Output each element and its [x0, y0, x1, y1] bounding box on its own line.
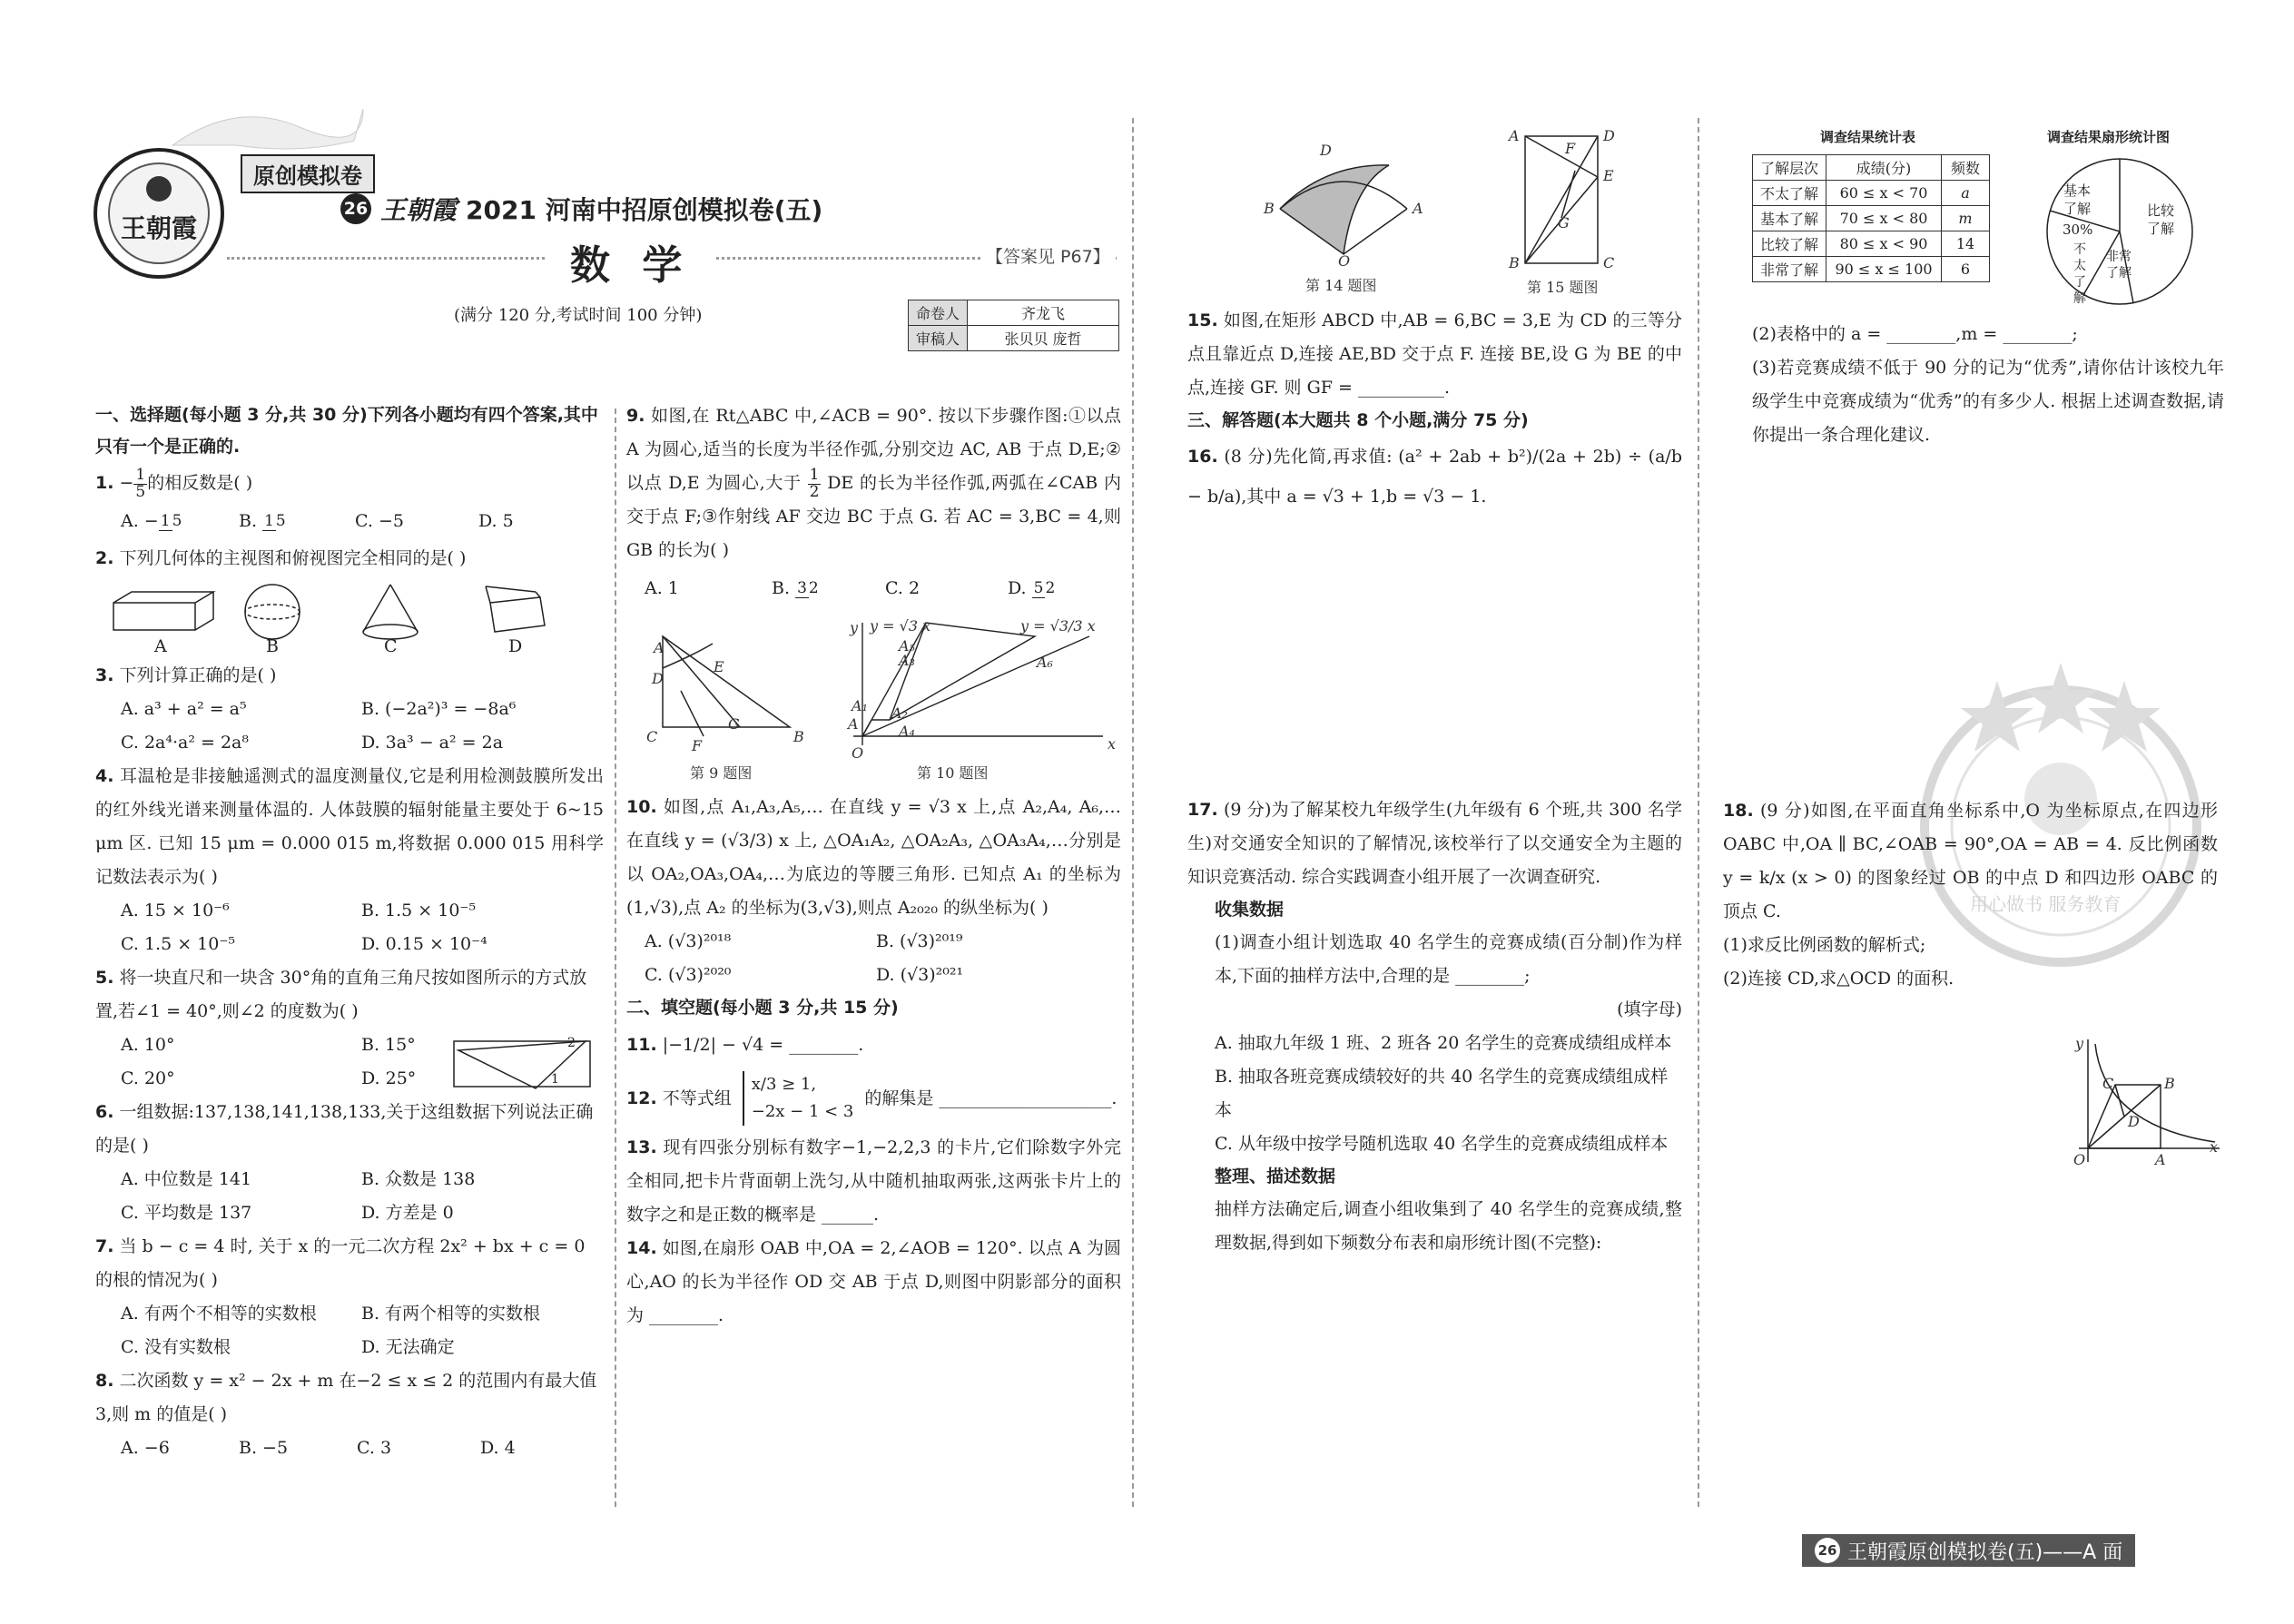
fig10-label-y: y [850, 619, 859, 637]
q12-system [743, 1071, 854, 1126]
fig15-caption: 第 15 题图 [1527, 279, 1599, 296]
q8-option-b[interactable]: B. −5 [239, 1438, 289, 1459]
q9-b-fraction [795, 578, 819, 598]
pie-label-good: 比较了解 [2146, 202, 2174, 237]
fig10-line-1: y = √3 x [870, 617, 931, 635]
q18-part-2: (2)连接 CD,求△OCD 的面积. [1723, 969, 1954, 989]
q5-option-d[interactable]: D. 25° [361, 1068, 417, 1089]
q18-number: 18. [1723, 801, 1754, 821]
q18-text: (9 分)如图,在平面直角坐标系中,O 为坐标原点,在四边形 OABC 中,OA ∥ BC,∠OAB = 90°,OA = AB = 4. 反比例函数 y = k/x (x > 0) 的图象经过 OB 的中点 D 和四边形 OABC 的顶点 C. [1723, 801, 2218, 921]
fig18-label-x: x [2210, 1138, 2219, 1156]
q12-ineq-2: −2x − 1 < 3 [751, 1102, 854, 1122]
q10-text: 如图,点 A₁,A₃,A₅,… 在直线 y = √3 x 上,点 A₂,A₄, A₆,… 在直线 y = (√3/3) x 上, △OA₁A₂, △OA₂A₃, △OA₃A₄,…分别是以 OA₂,OA₃,OA₄,…为底边的等腰三角形. 已知点 A₁ 的坐标为(1,√3),点 A₂ 的坐标为(3,√3),则点 A₂₀₂₀ 的纵坐标为( ) [626, 797, 1122, 919]
question-12 [626, 1071, 1121, 1126]
column-divider-3 [1698, 118, 1699, 1507]
question-15 [1187, 304, 1682, 405]
cell: 基本了解 [1753, 206, 1826, 231]
q8-option-d[interactable]: D. 4 [480, 1438, 516, 1459]
q8-text: 二次函数 y = x² − 2x + m 在−2 ≤ x ≤ 2 的范围内有最大值 3,则 m 的值是( ) [95, 1371, 597, 1425]
q7-options-2 [95, 1331, 604, 1364]
q4-options-2 [95, 928, 604, 961]
q3-text: 下列计算正确的是( ) [119, 665, 277, 686]
column-1 [95, 399, 604, 1465]
question-14 [626, 1232, 1121, 1333]
q7-option-c[interactable]: C. 没有实数根 [121, 1337, 231, 1358]
fig15-label-f: F [1565, 140, 1576, 157]
fig10-line-2: y = √3/3 x [1020, 617, 1096, 635]
q17-part-2-answer: (2)表格中的 a = ________,m = ________; [1752, 324, 2078, 344]
th-level: 了解层次 [1753, 155, 1826, 181]
q8-option-c[interactable]: C. 3 [357, 1438, 392, 1459]
q2-label-c[interactable]: C [384, 636, 398, 657]
q17-option-a[interactable]: A. 抽取九年级 1 班、2 班各 20 名学生的竞赛成绩组成样本 [1215, 1033, 1672, 1053]
q2-number: 2. [95, 548, 114, 569]
q12-ineq-1: x/3 ≥ 1, [751, 1075, 817, 1095]
q9-d-label: D. [1008, 578, 1027, 599]
fig9-label-c: C [646, 728, 658, 746]
fig10-label-a2: A₂ [891, 704, 908, 723]
figures-9-10 [626, 609, 1121, 791]
q2-label-a[interactable]: A [154, 636, 167, 657]
q17-part-3: (3)若竞赛成绩不低于 90 分的记为“优秀”,请你估计该校九年级学生中竞赛成绩为“优秀”的有多少人. 根据上述调查数据,请你提出一条合理化建议. [1752, 358, 2224, 445]
q12-tail: 的解集是 ____________________. [864, 1088, 1117, 1109]
q1-b-num: 1 [264, 511, 274, 530]
q14-text: 如图,在扇形 OAB 中,OA = 2,∠AOB = 120°. 以点 A 为圆心,AO 的长为半径作 OD 交 AB 于点 D,则图中阴影部分的面积为 ________. [626, 1238, 1121, 1326]
q9-option-b[interactable] [772, 567, 885, 609]
q17-fill-hint: (填字母) [1617, 999, 1682, 1019]
fig15 [1507, 127, 1643, 309]
q7-options-1 [95, 1297, 604, 1331]
fig18-label-a: A [2155, 1151, 2166, 1168]
cell: 14 [1942, 231, 1990, 257]
q1-option-c[interactable]: C. −5 [355, 511, 404, 532]
fig14-label-a: A [1413, 200, 1423, 217]
question-11 [626, 1024, 1121, 1066]
q6-number: 6. [95, 1102, 114, 1123]
q1-option-d[interactable]: D. 5 [478, 511, 514, 532]
answer-reference: 【答案见 P67】 [980, 243, 1116, 268]
q8-options [95, 1432, 604, 1465]
q1-options [95, 500, 604, 542]
q6-option-a[interactable]: A. 中位数是 141 [121, 1169, 252, 1190]
fig15-label-g: G [1558, 214, 1570, 231]
q1-b-fraction [262, 511, 286, 531]
q16-answer-space [1187, 517, 1682, 793]
q2-figures [95, 576, 604, 659]
question-10 [626, 791, 1121, 925]
q16-text: (8 分)先化简,再求值: (a² + 2ab + b²)/(2a + 2b) ÷ (a/b − b/a),其中 a = √3 + 1,b = √3 − 1. [1187, 447, 1682, 507]
q9-half [808, 465, 822, 501]
reviewer-name: 张贝贝 庞哲 [968, 326, 1119, 351]
q1-option-a[interactable] [121, 500, 239, 542]
fig10-label-a: A [848, 715, 859, 733]
table-row [1753, 231, 1990, 257]
fig14-label-b: B [1264, 200, 1275, 217]
q3-option-c[interactable]: C. 2a⁴·a² = 2a⁸ [121, 733, 249, 753]
cell: 6 [1942, 257, 1990, 282]
pie-chart-title: 调查结果扇形统计图 [2047, 129, 2171, 145]
pie-chart [2043, 154, 2197, 309]
pie-label-basic: 基本了解 [2063, 182, 2091, 217]
cell: 80 ≤ x < 90 [1826, 231, 1942, 257]
q17-part-1: (1)调查小组计划选取 40 名学生的竞赛成绩(百分制)作为样本,下面的抽样方法中,合理的是 ________; [1215, 932, 1682, 986]
fig14-caption: 第 14 题图 [1305, 277, 1377, 294]
title-brand: 王朝霞 [380, 195, 458, 225]
cell: 比较了解 [1753, 231, 1826, 257]
q1-a-fraction [159, 511, 182, 531]
fig10-label-x: x [1108, 735, 1117, 753]
q3-options-2 [95, 726, 604, 760]
question-5 [95, 961, 604, 1029]
q3-options-1 [95, 693, 604, 726]
column-4-bottom [1723, 794, 2218, 996]
q17-part-2: 抽样方法确定后,调查小组收集到了 40 名学生的竞赛成绩,整理数据,得到如下频数分布表和扇形统计图(不完整): [1215, 1199, 1682, 1253]
footer-text: 王朝霞原创模拟卷(五)——A 面 [1847, 1540, 2123, 1564]
q5-option-b[interactable]: B. 15° [361, 1035, 416, 1056]
fig18-label-y: y [2075, 1035, 2084, 1052]
author-table [908, 300, 1119, 351]
q1-a-den: 5 [172, 511, 182, 530]
q1-number: 1. [95, 473, 114, 493]
question-2 [95, 542, 604, 576]
fig14 [1253, 142, 1434, 300]
th-score: 成绩(分) [1826, 155, 1942, 181]
q8-option-a[interactable]: A. −6 [121, 1438, 170, 1459]
fig10-caption: 第 10 题图 [917, 764, 989, 782]
fig9-label-g: G [728, 715, 740, 733]
q9-text-2: DE 的长为半径作弧,两弧在∠CAB 内交于点 F;③作射线 AF 交边 BC 于点 G. 若 AC = 3,BC = 4,则 GB 的长为( ) [626, 473, 1121, 561]
q9-b-label: B. [772, 578, 791, 599]
q8-number: 8. [95, 1371, 114, 1392]
setter-label: 命卷人 [909, 300, 968, 326]
cell: 70 ≤ x < 80 [1826, 206, 1942, 231]
q4-number: 4. [95, 766, 114, 787]
reviewer-label: 审稿人 [909, 326, 968, 351]
fig9-label-e: E [714, 658, 724, 676]
q7-option-d[interactable]: D. 无法确定 [361, 1337, 455, 1358]
q17-number: 17. [1187, 800, 1218, 820]
fig15-label-a: A [1509, 127, 1520, 144]
q9-half-den: 2 [809, 482, 820, 501]
q1-b-den: 5 [275, 511, 286, 530]
q17-text: (9 分)为了解某校九年级学生(九年级有 6 个班,共 300 名学生)对交通安全知识的了解情况,该校举行了以交通安全为主题的知识竞赛活动. 综合实践调查小组开展了一次调查研究. [1187, 800, 1683, 887]
fig15-label-b: B [1509, 254, 1520, 271]
fig18-label-d: D [2128, 1113, 2140, 1130]
fig9-label-b: B [793, 728, 804, 746]
q10-option-c[interactable]: C. (√3)²⁰²⁰ [645, 965, 732, 986]
fig9-caption: 第 9 题图 [690, 764, 753, 782]
q1-fraction [133, 465, 147, 501]
table-row [1753, 206, 1990, 231]
cell: m [1942, 206, 1990, 231]
q7-number: 7. [95, 1236, 114, 1257]
fig18-label-c: C [2102, 1075, 2114, 1092]
question-17 [1187, 793, 1682, 894]
question-1 [95, 467, 604, 500]
q17-option-c[interactable]: C. 从年级中按学号随机选取 40 名学生的竞赛成绩组成样本 [1215, 1134, 1669, 1154]
section-1-heading: 一、选择题(每小题 3 分,共 30 分)下列各小题均有四个答案,其中只有一个是正确的. [95, 405, 598, 457]
stats-table-title: 调查结果统计表 [1820, 129, 1916, 145]
fig15-label-d: D [1603, 127, 1615, 144]
fig14-label-d: D [1320, 142, 1332, 159]
cell: 90 ≤ x ≤ 100 [1826, 257, 1942, 282]
q1-text: 的相反数是( ) [147, 473, 253, 493]
q17-option-b[interactable]: B. 抽取各班竞赛成绩较好的共 40 名学生的竞赛成绩组成样本 [1215, 1067, 1669, 1120]
q12-text: 不等式组 [662, 1088, 732, 1109]
q9-option-c[interactable]: C. 2 [885, 578, 921, 599]
q4-options-1 [95, 894, 604, 928]
q18-part-1: (1)求反比例函数的解析式; [1723, 935, 1926, 955]
q10-options-2 [626, 959, 1121, 992]
q9-b-num: 3 [797, 578, 807, 597]
q1-numerator: 1 [135, 465, 146, 484]
pie-label-very: 非常了解 [2106, 250, 2132, 281]
q15-text: 如图,在矩形 ABCD 中,AB = 6,BC = 3,E 为 CD 的三等分点且靠近点 D,连接 AE,BD 交于点 F. 连接 BE,设 G 为 BE 的中点,连接 GF. 则 GF = __________. [1187, 310, 1683, 398]
question-3 [95, 659, 604, 693]
q2-solids-drawing [95, 576, 604, 659]
q5-option-c[interactable]: C. 20° [121, 1068, 175, 1089]
fig18-label-o: O [2073, 1151, 2086, 1168]
q1-denominator: 5 [135, 482, 146, 501]
column-2 [626, 399, 1121, 1333]
q7-text: 当 b − c = 4 时, 关于 x 的一元二次方程 2x² + bx + c = 0 的根的情况为( ) [95, 1236, 586, 1291]
q1-a-label: A. − [121, 511, 159, 532]
fig10-label-a4: A₄ [899, 723, 915, 741]
q10-option-a[interactable]: A. (√3)²⁰¹⁸ [645, 931, 732, 952]
column-divider-1 [615, 408, 616, 1507]
q6-options-1 [95, 1163, 604, 1196]
fig18-label-b: B [2164, 1075, 2175, 1092]
stats-table [1752, 154, 1990, 282]
question-16 [1187, 437, 1682, 517]
q11-number: 11. [626, 1035, 657, 1056]
table-row [1753, 257, 1990, 282]
footer-number: 26 [1815, 1538, 1840, 1563]
question-7 [95, 1230, 604, 1297]
q3-option-a[interactable]: A. a³ + a² = a⁵ [121, 699, 247, 720]
table-row [1753, 181, 1990, 206]
question-4 [95, 760, 604, 894]
q6-option-d[interactable]: D. 方差是 0 [361, 1203, 454, 1224]
q6-option-b[interactable]: B. 众数是 138 [361, 1169, 476, 1190]
q3-option-d[interactable]: D. 3a³ − a² = 2a [361, 733, 504, 753]
q5-option-a[interactable]: A. 10° [121, 1035, 175, 1056]
q15-number: 15. [1187, 310, 1218, 330]
fig15-label-e: E [1603, 167, 1614, 184]
q10-option-d[interactable]: D. (√3)²⁰²¹ [876, 965, 964, 986]
subject-title: 数 学 [545, 232, 716, 290]
q5-angle-1-label: 1 [551, 1072, 559, 1088]
cell: 60 ≤ x < 70 [1826, 181, 1942, 206]
section-2-heading: 二、填空题(每小题 3 分,共 15 分) [626, 998, 899, 1019]
q12-number: 12. [626, 1088, 657, 1109]
q5-block [95, 1029, 604, 1096]
question-6 [95, 1096, 604, 1163]
question-9 [626, 399, 1121, 567]
q4-option-a[interactable]: A. 15 × 10⁻⁶ [121, 901, 230, 921]
q9-b-den: 2 [808, 578, 819, 597]
q2-label-d[interactable]: D [508, 636, 523, 657]
q3-option-b[interactable]: B. (−2a²)³ = −8a⁶ [361, 699, 517, 720]
q4-text: 耳温枪是非接触遥测式的温度测量仪,它是利用检测鼓膜所发出的红外线光谱来测量体温的. 人体鼓膜的辐射能量主要处于 6~15 μm 区. 已知 15 μm = 0.000 015 m,将数据 0.000 015 用科学记数法表示为( ) [95, 766, 604, 888]
fig10-label-o: O [852, 744, 864, 763]
q2-text: 下列几何体的主视图和俯视图完全相同的是( ) [119, 548, 467, 569]
footer-bar [1802, 1534, 2135, 1567]
q10-options-1 [626, 925, 1121, 959]
exam-info: (满分 120 分,考试时间 100 分钟) [454, 306, 703, 325]
q5-text: 将一块直尺和一块含 30°角的直角三角尺按如图所示的方式放置,若∠1 = 40°,则∠2 的度数为( ) [95, 968, 587, 1022]
fig9-label-a: A [654, 639, 665, 657]
q1-b-label: B. [239, 511, 258, 532]
q9-d-num: 5 [1033, 578, 1044, 597]
title-number-badge: 26 [340, 193, 371, 224]
q10-option-b[interactable]: B. (√3)²⁰¹⁹ [876, 931, 963, 952]
q9-text: 如图,在 Rt△ABC 中,∠ACB = 90°. 按以下步骤作图:①以点 A 为圆心,适当的长度为半径作弧,分别交边 AC, AB 于点 D,E;②以点 D,E 为圆心,大于 [626, 406, 1121, 493]
q9-number: 9. [626, 406, 645, 426]
column-divider-2 [1132, 118, 1134, 1507]
q14-number: 14. [626, 1238, 657, 1259]
section-3-heading: 三、解答题(本大题共 8 个小题,满分 75 分) [1187, 410, 1529, 430]
fig9-label-d: D [652, 670, 664, 688]
th-freq: 频数 [1942, 155, 1990, 181]
q7-option-a[interactable]: A. 有两个不相等的实数根 [121, 1304, 317, 1324]
cell: a [1942, 181, 1990, 206]
cell: 非常了解 [1753, 257, 1826, 282]
title-text: 2021 河南中招原创模拟卷(五) [466, 195, 823, 225]
pie-label-basic-pct: 30% [2063, 221, 2093, 238]
q17-heading-organize: 整理、描述数据 [1215, 1166, 1336, 1186]
q5-angle-2-label: 2 [567, 1036, 576, 1051]
fig14-label-o: O [1338, 252, 1351, 270]
exam-title [340, 191, 822, 227]
q9-half-num: 1 [809, 465, 820, 484]
q13-number: 13. [626, 1137, 657, 1158]
column-4-top [1752, 318, 2224, 452]
pie-label-little: 不太了解 [2073, 242, 2086, 306]
cell: 不太了解 [1753, 181, 1826, 206]
q9-options [626, 567, 1121, 609]
q11-text: |−1/2| − √4 = ________. [662, 1035, 864, 1056]
q9-option-a[interactable]: A. 1 [645, 578, 679, 599]
logo-text: 王朝霞 [120, 213, 197, 243]
q9-d-fraction [1032, 578, 1056, 598]
fig10-label-a1: A₁ [852, 697, 868, 715]
fig10-label-a5: A₅ [899, 637, 915, 655]
fig18 [2061, 1035, 2224, 1171]
question-13 [626, 1131, 1121, 1232]
q7-option-b[interactable]: B. 有两个相等的实数根 [361, 1304, 541, 1324]
q16-number: 16. [1187, 447, 1218, 467]
q3-number: 3. [95, 665, 114, 686]
fig10-label-a6: A₆ [1037, 654, 1053, 672]
q4-option-d[interactable]: D. 0.15 × 10⁻⁴ [361, 934, 487, 955]
fig10-label-a3: A₃ [899, 652, 915, 670]
q9-d-den: 2 [1045, 578, 1056, 597]
setter-name: 齐龙飞 [968, 300, 1119, 326]
fig9-label-f: F [692, 737, 703, 755]
q1-a-num: 1 [160, 511, 171, 530]
q1-option-b[interactable] [239, 500, 355, 542]
q6-option-c[interactable]: C. 平均数是 137 [121, 1203, 252, 1224]
q1-neg: − [119, 473, 134, 493]
watermark-text: 用心做书 服务教育 [1970, 893, 2122, 915]
q13-text: 现有四张分别标有数字−1,−2,2,3 的卡片,它们除数字外完全相同,把卡片背面朝上洗匀,从中随机抽取两张,这两张卡片上的数字之和是正数的概率是 ______. [626, 1137, 1121, 1225]
q6-options-2 [95, 1196, 604, 1230]
q6-text: 一组数据:137,138,141,138,133,关于这组数据下列说法正确的是( ) [95, 1102, 594, 1156]
question-8 [95, 1364, 604, 1432]
q4-option-c[interactable]: C. 1.5 × 10⁻⁵ [121, 934, 235, 955]
q10-number: 10. [626, 797, 657, 818]
badge-original: 原创模拟卷 [241, 154, 375, 193]
question-18 [1723, 794, 2218, 929]
q17-heading-collect: 收集数据 [1215, 900, 1285, 920]
q4-option-b[interactable]: B. 1.5 × 10⁻⁵ [361, 901, 477, 921]
q2-label-b[interactable]: B [266, 636, 279, 657]
q9-option-d[interactable] [1008, 567, 1055, 609]
q5-number: 5. [95, 968, 114, 989]
fig15-label-c: C [1603, 254, 1615, 271]
column-3 [1187, 304, 1682, 1260]
